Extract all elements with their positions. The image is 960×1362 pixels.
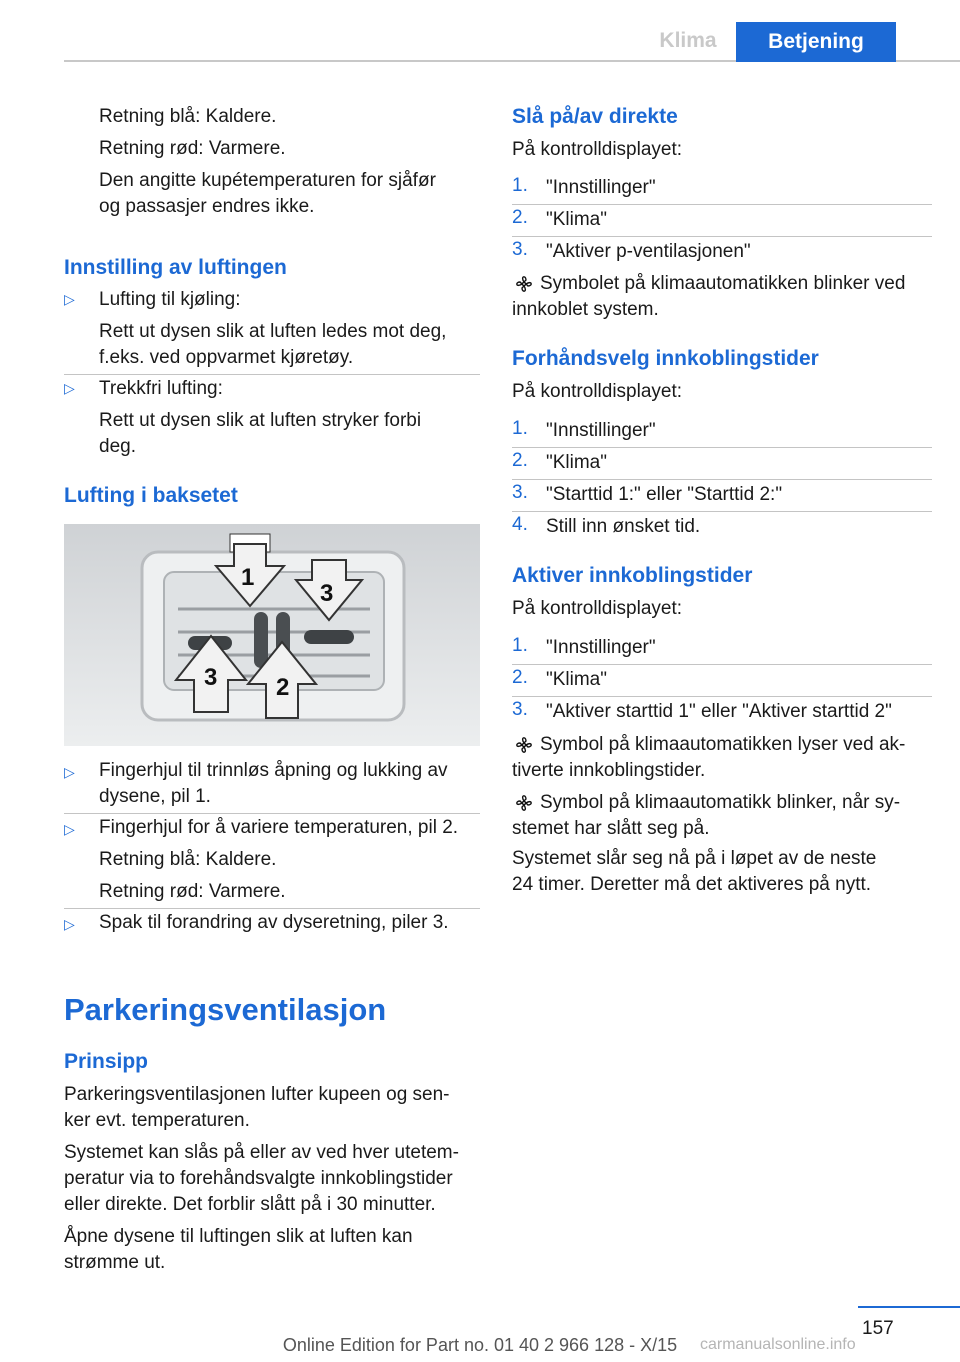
list-item-text: Retning rød: Varmere.	[99, 881, 286, 902]
step-text: Still inn ønsket tid.	[546, 516, 701, 537]
heading-baksetet: Lufting i baksetet	[64, 484, 238, 507]
heading-direkte: Slå på/av direkte	[512, 105, 678, 128]
paragraph-line: ker evt. temperaturen.	[64, 1110, 250, 1131]
paragraph-line: 24 timer. Deretter må det aktiveres på nytt.	[512, 874, 872, 895]
list-item-label: Trekkfri lufting:	[99, 378, 223, 399]
triangle-right-icon: ▷	[64, 821, 75, 837]
note-text: Symbolet på klimaautomatikken blinker ved	[540, 273, 906, 294]
intro-line: Retning rød: Varmere.	[99, 138, 286, 159]
paragraph-line: eller direkte. Det forblir slått på i 30 minutter.	[64, 1194, 436, 1215]
paragraph-line: Åpne dysene til luftingen slik at luften kan	[64, 1226, 413, 1247]
paragraph-line: Parkeringsventilasjonen lufter kupeen og sen‐	[64, 1084, 450, 1105]
divider	[512, 511, 932, 512]
step-number: 3.	[512, 239, 528, 260]
fan-icon	[514, 274, 534, 294]
divider	[64, 374, 480, 375]
watermark: carmanualsonline.info	[700, 1336, 856, 1353]
list-item-text: Fingerhjul for å variere temperaturen, pil 2.	[99, 817, 459, 838]
lead-text: På kontrolldisplayet:	[512, 139, 683, 160]
intro-line: Den angitte kupétemperaturen for sjåfør	[99, 170, 436, 191]
callout-1: 1	[241, 564, 255, 591]
list-item-text: Retning blå: Kaldere.	[99, 849, 277, 870]
step-text: "Innstillinger"	[546, 637, 656, 658]
list-item-text: f.eks. ved oppvarmet kjøretøy.	[99, 347, 354, 368]
heading-aktiver: Aktiver innkoblingstider	[512, 564, 753, 587]
paragraph-line: strømme ut.	[64, 1252, 166, 1273]
paragraph-line: Systemet slår seg nå på i løpet av de neste	[512, 848, 877, 869]
list-item-text: Rett ut dysen slik at luften stryker forbi	[99, 410, 422, 431]
triangle-right-icon: ▷	[64, 380, 75, 396]
fan-icon	[514, 793, 534, 813]
heading-luftingen: Innstilling av luftingen	[64, 256, 287, 279]
list-item-text: dysene, pil 1.	[99, 786, 211, 807]
callout-3: 3	[320, 580, 334, 607]
step-number: 2.	[512, 450, 528, 471]
step-number: 3.	[512, 699, 528, 720]
vent-diagram	[64, 524, 480, 746]
note-text: Symbol på klimaautomatikk blinker, når sy‐	[540, 792, 901, 813]
step-number: 3.	[512, 482, 528, 503]
list-item-text: Fingerhjul til trinnløs åpning og lukking av	[99, 760, 448, 781]
intro-line: Retning blå: Kaldere.	[99, 106, 277, 127]
footer-rule	[858, 1306, 960, 1308]
list-item-text: Spak til forandring av dyseretning, piler 3.	[99, 912, 449, 933]
section-tab[interactable]: Klima	[659, 29, 717, 52]
step-number: 2.	[512, 667, 528, 688]
note-text: innkoblet system.	[512, 299, 659, 320]
step-text: "Klima"	[546, 452, 607, 473]
triangle-right-icon: ▷	[64, 291, 75, 307]
triangle-right-icon: ▷	[64, 916, 75, 932]
step-number: 1.	[512, 418, 528, 439]
lead-text: På kontrolldisplayet:	[512, 381, 683, 402]
note-text: stemet har slått seg på.	[512, 818, 710, 839]
step-text: "Klima"	[546, 669, 607, 690]
divider	[64, 908, 480, 909]
paragraph-line: Systemet kan slås på eller av ved hver utetem‐	[64, 1142, 459, 1163]
step-text: "Aktiver p-ventilasjonen"	[546, 241, 751, 262]
note-text: Symbol på klimaautomatikken lyser ved ak‐	[540, 734, 906, 755]
triangle-right-icon: ▷	[64, 764, 75, 780]
step-text: "Klima"	[546, 209, 607, 230]
note-text: tiverte innkoblingstider.	[512, 760, 706, 781]
list-item-label: Lufting til kjøling:	[99, 289, 241, 310]
list-item-text: deg.	[99, 436, 136, 457]
step-number: 1.	[512, 635, 528, 656]
intro-line: og passasjer endres ikke.	[99, 196, 315, 217]
divider	[512, 479, 932, 480]
heading-forhandsvelg: Forhåndsvelg innkoblingstider	[512, 347, 819, 370]
chapter-tab[interactable]: Betjening	[736, 22, 896, 62]
divider	[512, 447, 932, 448]
divider	[512, 696, 932, 697]
lead-text: På kontrolldisplayet:	[512, 598, 683, 619]
step-number: 1.	[512, 175, 528, 196]
step-number: 2.	[512, 207, 528, 228]
callout-3b: 3	[204, 664, 218, 691]
rear-vent-illustration	[64, 524, 480, 746]
paragraph-line: peratur via to forehåndsvalgte innkoblingstider	[64, 1168, 453, 1189]
heading-parkering: Parkeringsventilasjon	[64, 992, 387, 1027]
divider	[512, 664, 932, 665]
step-text: "Innstillinger"	[546, 177, 656, 198]
divider	[512, 204, 932, 205]
fan-icon	[514, 735, 534, 755]
step-text: "Starttid 1:" eller "Starttid 2:"	[546, 484, 783, 505]
heading-prinsipp: Prinsipp	[64, 1050, 149, 1073]
step-text: "Innstillinger"	[546, 420, 656, 441]
divider	[512, 236, 932, 237]
divider	[64, 813, 480, 814]
step-number: 4.	[512, 514, 528, 535]
step-text: "Aktiver starttid 1" eller "Aktiver starttid 2"	[546, 701, 892, 722]
page-number: 157	[862, 1318, 894, 1339]
callout-2: 2	[276, 674, 290, 701]
list-item-text: Rett ut dysen slik at luften ledes mot deg,	[99, 321, 447, 342]
edition-text: Online Edition for Part no. 01 40 2 966 128 - X/15	[282, 1335, 678, 1355]
